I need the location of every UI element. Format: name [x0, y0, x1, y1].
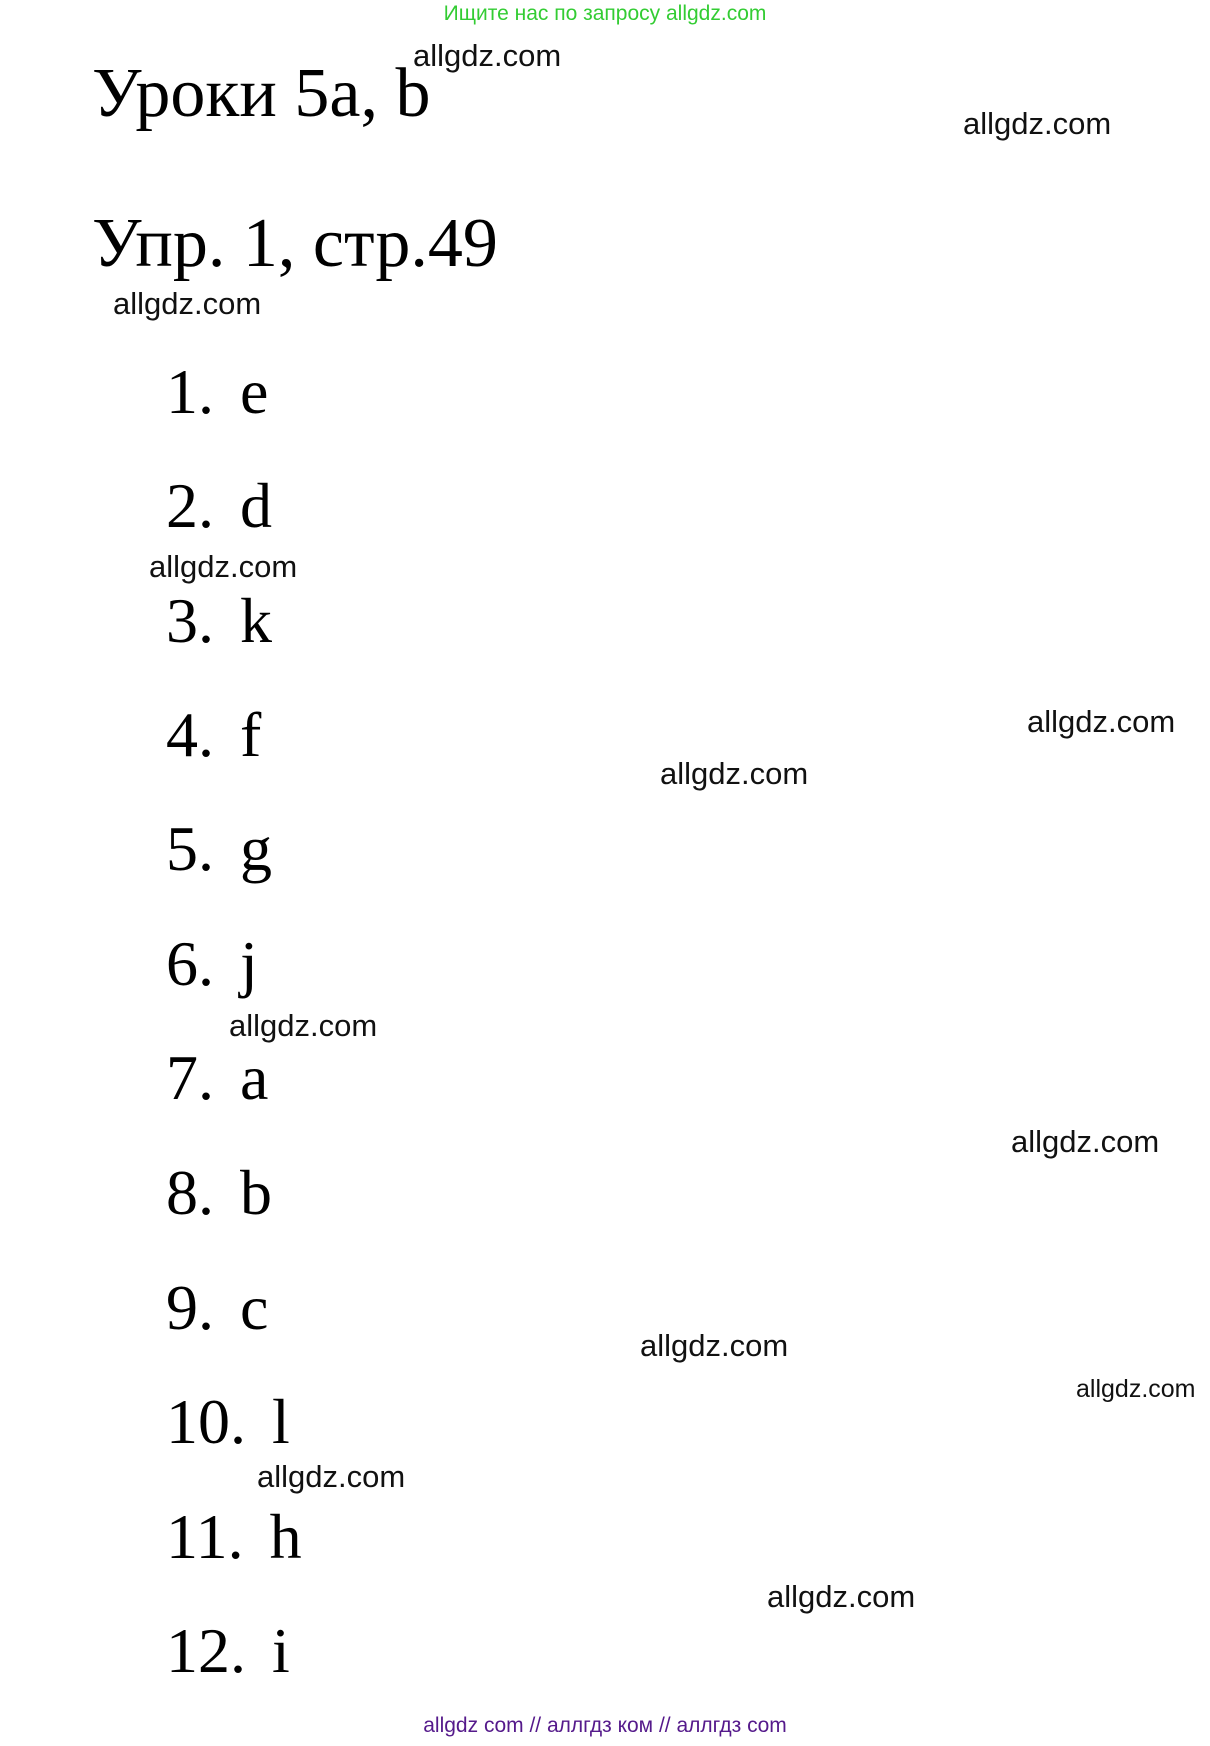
answer-number: 8.	[166, 1157, 214, 1228]
answer-letter: l	[272, 1386, 290, 1457]
watermark: allgdz.com	[1011, 1124, 1160, 1159]
answer-letter: c	[240, 1272, 269, 1343]
answer-letter: j	[240, 928, 258, 999]
answer-letter: g	[240, 813, 272, 884]
answer-item	[166, 813, 272, 884]
watermark: allgdz.com	[149, 549, 298, 584]
answer-item	[166, 699, 262, 770]
answer-number: 6.	[166, 928, 214, 999]
answer-letter: a	[240, 1042, 269, 1113]
answer-number: 4.	[166, 699, 214, 770]
answer-number: 2.	[166, 470, 214, 541]
exercise-title: Упр. 1, стр.49	[92, 205, 498, 282]
answer-letter: i	[272, 1615, 290, 1686]
answer-item	[166, 585, 272, 656]
watermark: allgdz.com	[113, 286, 262, 321]
lesson-title: Уроки 5a, b	[92, 55, 431, 132]
answer-item	[166, 928, 258, 999]
answer-item	[166, 1501, 302, 1572]
answer-letter: h	[269, 1501, 302, 1572]
footer-watermark: allgdz com // аллгдз ком // аллгдз com	[423, 1714, 787, 1737]
answer-number: 3.	[166, 585, 214, 656]
top-banner: Ищите нас по запросу allgdz.com	[443, 2, 767, 25]
answer-item	[166, 1157, 272, 1228]
watermark: allgdz.com	[660, 756, 809, 791]
answer-letter: b	[240, 1157, 272, 1228]
answer-item	[166, 470, 272, 541]
answer-number: 12.	[166, 1615, 246, 1686]
answer-item	[166, 1615, 290, 1686]
watermark: allgdz.com	[767, 1579, 916, 1614]
watermark: allgdz.com	[257, 1459, 406, 1494]
answer-letter: f	[240, 699, 262, 770]
answer-item	[166, 1272, 269, 1343]
watermark: allgdz.com	[640, 1328, 789, 1363]
answer-letter: k	[240, 585, 272, 656]
watermark: allgdz.com	[1027, 704, 1176, 739]
answer-letter: d	[240, 470, 272, 541]
answer-item	[166, 1386, 290, 1457]
answer-number: 1.	[166, 356, 214, 427]
answer-number: 9.	[166, 1272, 214, 1343]
watermark: allgdz.com	[1076, 1375, 1196, 1403]
watermark: allgdz.com	[413, 38, 562, 73]
watermark: allgdz.com	[963, 106, 1112, 141]
answer-number: 5.	[166, 813, 214, 884]
watermark: allgdz.com	[229, 1008, 378, 1043]
answer-number: 11.	[166, 1501, 244, 1572]
answer-number: 7.	[166, 1042, 214, 1113]
answer-item	[166, 356, 269, 427]
answer-item	[166, 1042, 269, 1113]
answer-number: 10.	[166, 1386, 246, 1457]
answer-letter: e	[240, 356, 269, 427]
